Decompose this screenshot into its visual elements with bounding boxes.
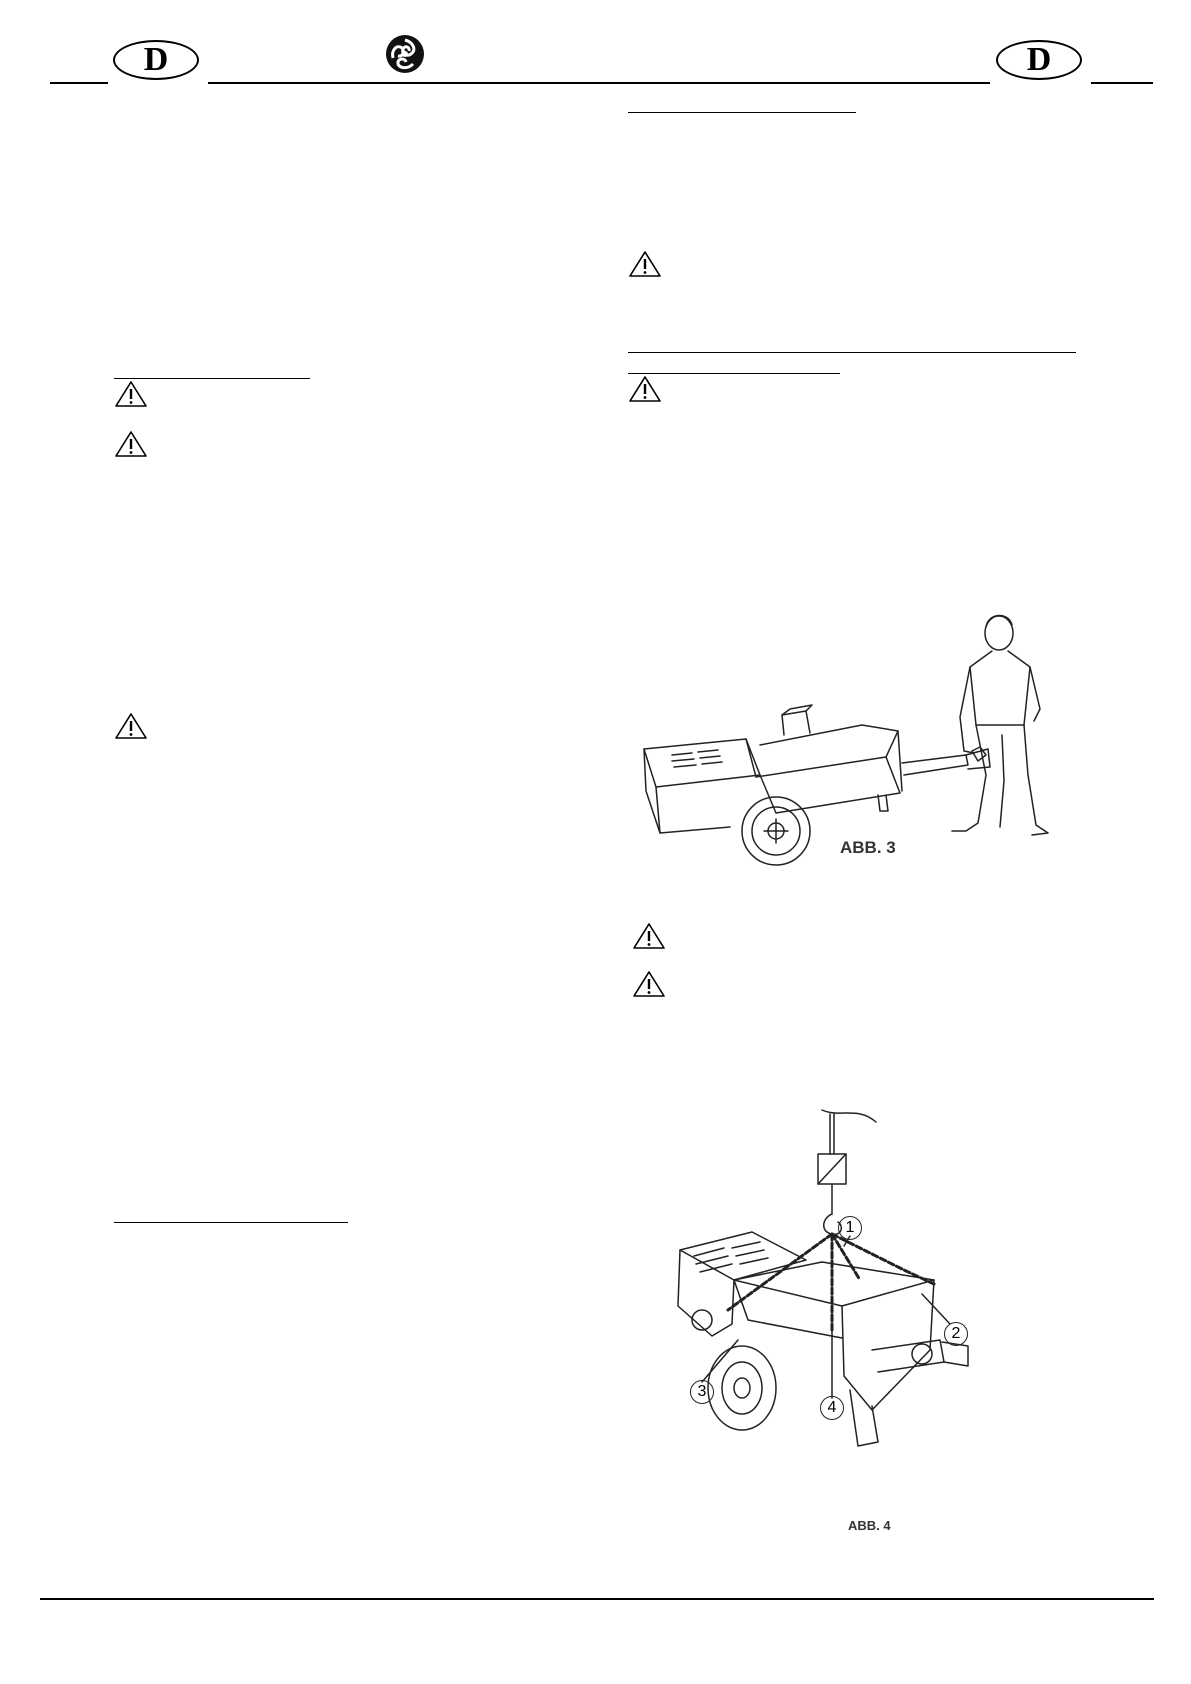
warning-triangle-icon [114, 712, 148, 740]
callout-2: 2 [944, 1322, 968, 1346]
callout-3: 3 [690, 1380, 714, 1404]
footer-rule [40, 1598, 1154, 1600]
language-badge-left: D [113, 40, 199, 80]
callout-1: 1 [838, 1216, 862, 1240]
figure-4-illustration [672, 1110, 1052, 1510]
header-rule-right [1091, 82, 1153, 84]
rose-swirl-logo-icon [383, 32, 427, 76]
right-section-underline-2a [628, 352, 1076, 353]
left-section-underline-2 [114, 1222, 348, 1223]
warning-triangle-icon [628, 250, 662, 278]
header-rule-middle [208, 82, 990, 84]
figure-4-caption: ABB. 4 [848, 1518, 891, 1533]
warning-triangle-icon [632, 922, 666, 950]
right-section-underline-1 [628, 112, 856, 113]
language-badge-right: D [996, 40, 1082, 80]
warning-triangle-icon [114, 430, 148, 458]
left-section-underline-1 [114, 378, 310, 379]
warning-triangle-icon [114, 380, 148, 408]
callout-4: 4 [820, 1396, 844, 1420]
figure-3-caption: ABB. 3 [840, 838, 896, 857]
warning-triangle-icon [628, 375, 662, 403]
right-section-underline-2b [628, 373, 840, 374]
figure-3-illustration [636, 605, 1056, 873]
header-rule-left [50, 82, 108, 84]
warning-triangle-icon [632, 970, 666, 998]
